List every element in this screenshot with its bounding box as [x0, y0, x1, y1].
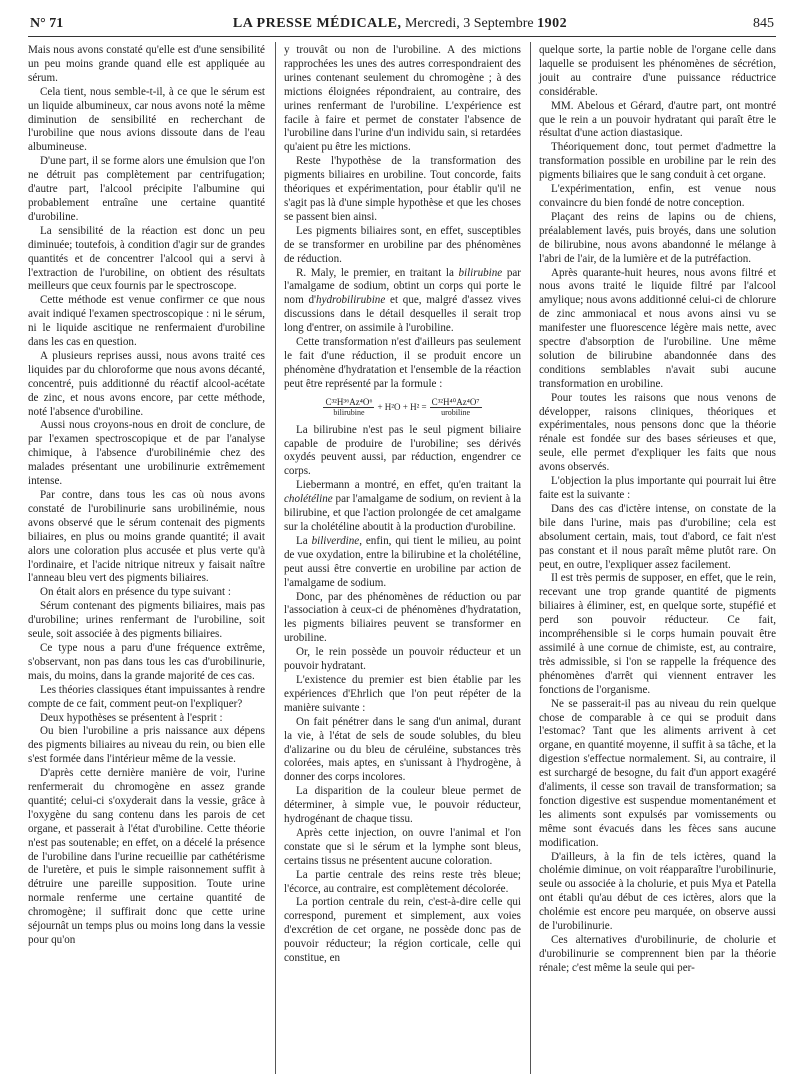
text-run: par l'amalgame de sodium, obtint un corps qui porte le nom d' — [284, 266, 521, 307]
paragraph: D'une part, il se forme alors une émulsion que l'on ne détruit pas complètement par centrifugation; d'autre part, l'alcool précipite l'albumine qui probablement entraîne une certaine quantité d'urobiline. — [28, 155, 265, 223]
paragraph: La disparition de la couleur bleue permet de déterminer, à simple vue, le pouvoir réducteur, hydrogénant de chaque tissu. — [284, 785, 521, 826]
text-column-1 — [28, 44, 265, 948]
paragraph: La portion centrale du rein, c'est-à-dire celle qui correspond, purement et simplement, aux voies d'excrétion de cet organe, ne possède donc pas de pouvoir réducteur; la région corticale, celle qui constitue, en — [284, 896, 521, 965]
issue-year: 1902 — [537, 16, 568, 31]
paragraph: Donc, par des phénomènes de réduction ou par l'association à ceux-ci de phénomènes d'hydratation, les pigments biliaires peuvent se transformer en urobiline. — [284, 590, 521, 645]
paragraph: Sérum contenant des pigments biliaires, mais pas d'urobiline; urines renfermant de l'urobiline, soit seule, soit associée à des pigments biliaires. — [28, 600, 265, 641]
page-number: 845 — [753, 16, 774, 31]
paragraph: L'objection la plus importante qui pourrait lui être faite est la suivante : — [539, 475, 776, 501]
paragraph: Dans des cas d'ictère intense, on constate de la bile dans l'urine, mais pas d'urobiline; cela est absolument certain, mais, tout d'abord, ce fait n'est pas constant et il nous paraît même plutôt rare. On peut, en outre, l'expliquer assez facilement. — [539, 502, 776, 571]
paragraph: Il est très permis de supposer, en effet, que le rein, recevant une trop grande quantité de pigments biliaires à éliminer, est, en quelque sorte, stupéfié et perd son pouvoir réducteur. Ce fait, incompréhensible si le corps humain pouvait être assimilé à une cornue de chimiste, est, au contraire, très admissible, si l'on se rappelle la fréquence des phénomènes d'arrêt qui viennent entraver les fonctions de l'organisme. — [539, 572, 776, 696]
paragraph: D'ailleurs, à la fin de tels ictères, quand la cholémie diminue, on voit réapparaître l'urobilinurie, seule ou associée à la cholurie, et puis Mya et Patella ont établi qu'au début de ces ictères, alors que la cholémie est encore peu marquée, on observe aussi de l'urobilinurie. — [539, 850, 776, 933]
paragraph: Par contre, dans tous les cas où nous avons constaté de l'urobilinurie sans urobilinémie, nous avons observé que le sérum contenait des pigments biliaires, en plus ou moins grande quantité; il avait alors une coloration plus accusée et plus verte qu'à l'ordinaire, et l'acide nitrique nitreux y faisait naître l'anneau bleu vert des pigments biliaires. — [28, 489, 265, 585]
paragraph: Reste l'hypothèse de la transformation des pigments biliaires en urobiline. Tout concorde, faits théoriques et expérimentation, pour établir qu'il ne s'agit pas là d'une simple hypothèse et que les choses se passent bien ainsi. — [284, 155, 521, 223]
issue-date: Mercredi, 3 Septembre — [404, 16, 534, 31]
paragraph: La bilirubine n'est pas le seul pigment biliaire capable de produire de l'urobiline; ses dérivés oxydés peuvent aussi, par réduction, engendrer ce corps. — [284, 423, 521, 478]
italic-term: hydrobilirubine — [316, 294, 386, 307]
paragraph: quelque sorte, la partie noble de l'organe celle dans laquelle se produisent les phénomènes de sécrétion, jouit au contraire d'une puissance réductrice considérable. — [539, 44, 776, 98]
paragraph: La sensibilité de la réaction est donc un peu diminuée; toutefois, à condition d'agir sur de grandes quantités et de concentrer l'alcool qui a servi à l'extraction de l'urobiline, on obtient des résultats meilleurs que ceux fournis par le spectroscope. — [28, 224, 265, 293]
paragraph: Ce type nous a paru d'une fréquence extrême, s'observant, non pas dans tous les cas d'urobilinurie, mais, du moins, dans la grande majorité de ces cas. — [28, 641, 265, 682]
text-run: , enfin, qui tient le milieu, au point de vue oxydation, entre la bilirubine et la cholétéline, peut aussi être convertie en urobiline par action de l'amalgame de sodium. — [284, 534, 521, 589]
paragraph: Les pigments biliaires sont, en effet, susceptibles de se transformer en urobiline par des phénomènes de réduction. — [284, 224, 521, 265]
paragraph: Or, le rein possède un pouvoir réducteur et un pouvoir hydratant. — [284, 646, 521, 673]
paragraph: MM. Abelous et Gérard, d'autre part, ont montré que le rein a un pouvoir hydratant qui paraît être le résultat d'une action diastasique. — [539, 99, 776, 140]
paragraph: y trouvât ou non de l'urobiline. A des mictions rapprochées les unes des autres correspondraient des urines contenant seulement du chromogène ; à des mictions éloignées répondraient, au contraire, des urines renfermant de l'urobiline. L'expérience est facile à faire et permet de constater l'absence de l'urobiline dans l'urine d'un individu sain, si retardées qu'aient pu être les mictions. — [284, 44, 521, 154]
paragraph: Théoriquement donc, tout permet d'admettre la transformation possible en urobiline par le rein des pigments biliaires que le sang conduit à cet organe. — [539, 141, 776, 182]
paragraph — [284, 267, 521, 337]
italic-term: cholétéline — [284, 493, 333, 506]
header-rule — [28, 36, 776, 37]
paragraph: La partie centrale des reins reste très bleue; l'écorce, au contraire, est complètement décolorée. — [284, 868, 521, 895]
text-run: Liebermann a montré, en effet, qu'en traitant la — [296, 479, 521, 492]
paragraph — [284, 535, 521, 591]
masthead — [18, 16, 782, 32]
formula-numerator: C³²H⁴⁰Az⁴O⁷ — [431, 396, 480, 407]
paragraph: Après cette injection, on ouvre l'animal et l'on constate que si le sérum et la lymphe sont bleus, certains tissus ne présentent aucune coloration. — [284, 826, 521, 867]
paragraph: Deux hypothèses se présentent à l'esprit : — [40, 711, 223, 724]
text-column-2 — [284, 44, 521, 966]
italic-term: biliverdine — [311, 534, 360, 547]
paragraph: D'après cette dernière manière de voir, l'urine renfermerait du chromogène en assez grande quantité; celui-ci s'oxyderait dans la vessie, grâce à l'oxygène du sang contenu dans les parois de cet organe, et passerait à l'état d'urobiline. Cette théorie n'est pas soutenable; en effet, on a décelé la présence de l'urobiline dans l'urine recueillie par cathétérisme de l'uretère, et puis le simple raisonnement suffit à détruire une pareille supposition. Toute urine normale renferme une certaine quantité de chromogène; il suffirait donc que cette urine séjournât un temps plus ou moins long dans la vessie pour qu'on — [28, 767, 265, 946]
paragraph: Aussi nous croyons-nous en droit de conclure, de par l'examen spectroscopique et de par l'analyse chimique, à l'absence d'urobilinémie chez des malades présentant une urobilinurie extrêmement intense. — [28, 419, 265, 488]
paragraph: Plaçant des reins de lapins ou de chiens, préalablement lavés, puis broyés, dans une solution de bilirubine, nous avons abandonné le mélange à l'abri de l'air, de la lumière et de la putréfaction. — [539, 210, 776, 265]
paragraph: L'existence du premier est bien établie par les expériences d'Ehrlich que l'on peut répéter de la manière suivante : — [284, 673, 521, 714]
paragraph: On était alors en présence du type suivant : — [40, 586, 231, 599]
issue-number: N° 71 — [30, 16, 64, 31]
journal-title: LA PRESSE MÉDICALE, — [232, 16, 402, 31]
text-run: et que, malgré d'assez vives discussions dans le détail desquelles il serait trop long d'entrer, on assimile à l'urobiline. — [284, 294, 521, 335]
paragraph: Ou bien l'urobiline a pris naissance aux dépens des pigments biliaires au niveau du rein, ou bien elle s'est formée dans l'intérieur même de la vessie. — [28, 725, 265, 766]
paragraph: Les théories classiques étant impuissantes à rendre compte de ce fait, comment peut-on l'expliquer? — [28, 683, 265, 710]
paragraph: Cette transformation n'est d'ailleurs pas seulement le fait d'une réduction, il se produit encore un phénomène d'hydratation et l'ensemble de la réaction peut être représenté par la formule : — [284, 336, 521, 390]
formula-numerator: C³²H³⁶Az⁴O⁶ — [325, 396, 373, 407]
text-run: par l'amalgame de sodium, on revient à la bilirubine, et que l'action prolongée de cet amalgame sur la cholétéline aboutit à la production d'urobiline. — [284, 493, 521, 533]
formula-label: urobiline — [441, 407, 471, 417]
formula-reactant — [323, 397, 374, 418]
paragraph: Ces alternatives d'urobilinurie, de cholurie et d'urobilinurie se comprennent bien par la théorie rénale; c'est même la seule qui per- — [539, 934, 776, 974]
formula-label: bilirubine — [333, 407, 365, 417]
paragraph: Pour toutes les raisons que nous venons de développer, raisons cliniques, théoriques et expérimentales, nous pensons donc que la théorie rénale est fondée sur des bases sérieuses et que, seule, elle permet d'expliquer les faits que nous avons observés. — [539, 391, 776, 474]
paragraph: Après quarante-huit heures, nous avons filtré et nous avons traité le liquide filtré par l'alcool amylique; nous avons additionné celui-ci de chlorure de zinc ammoniacal et nous avons ainsi vu se manifester une fluorescence légère mais nette, avec spectre d'absorption de l'urobiline. Une même solution de bilirubine abandonnée dans des conditions semblables n'avait subi aucune transformation en urobiline. — [539, 266, 776, 390]
paragraph: L'expérimentation, enfin, est venue nous convaincre du bien fondé de notre conception. — [539, 183, 776, 209]
page-header — [18, 14, 782, 34]
chemical-formula — [284, 397, 521, 418]
newspaper-page — [18, 14, 782, 1074]
paragraph: Ne se passerait-il pas au niveau du rein quelque chose de comparable à ce qui se produit dans l'estomac? Tant que les aliments arrivent à cet organe, en quantité moyenne, il suffit à sa tâche, et la digestion s'effectue normalement. Si, au contraire, il est surchargé de besogne, du fait d'un apport exagéré d'aliments, il cesse son travail de transformation; sa fonction digestive est suspendue momentanément et les aliments sont expulsés par vomissements ou même sont évacués dans les fèces sans aucune modification. — [539, 697, 776, 849]
paragraph: Cela tient, nous semble-t-il, à ce que le sérum est un liquide albumineux, car nous avons noté la même diminution de sensibilité en recherchant de l'urobiline que nous avions dissoute dans de l'eau albumineuse. — [28, 85, 265, 154]
paragraph — [284, 479, 521, 535]
text-column-3 — [539, 44, 776, 976]
text-run: R. Maly, le premier, en traitant la — [296, 266, 459, 279]
paragraph: On fait pénétrer dans le sang d'un animal, durant la vie, à l'état de sels de soude solubles, du bleu d'alizarine ou du bleu de céruléine, substances très colorées, mais aptes, en s'unissant à l'hydrogène, à donner des corps incolores. — [284, 715, 521, 784]
italic-term: bilirubine — [458, 266, 503, 279]
column-divider — [275, 42, 276, 1074]
column-divider — [530, 42, 531, 1074]
paragraph: A plusieurs reprises aussi, nous avons traité ces liquides par du chloroforme que nous avons décanté, concentré, puis additionné du réactif alcool-acétate de zinc, et nous avons encore, par cette méthode, noté l'absence d'urobiline. — [28, 349, 265, 418]
paragraph: Cette méthode est venue confirmer ce que nous avait indiqué l'examen spectroscopique : ni le sérum, ni le liquide ascitique ne renfermaient d'urobiline dans les cas en question. — [28, 294, 265, 349]
formula-operator: + H²O + H² = — [377, 402, 427, 413]
text-run: La — [296, 534, 312, 547]
paragraph: Mais nous avons constaté qu'elle est d'une sensibilité un peu moins grande quand elle est appliquée au sérum. — [28, 44, 265, 84]
formula-product — [430, 397, 482, 418]
